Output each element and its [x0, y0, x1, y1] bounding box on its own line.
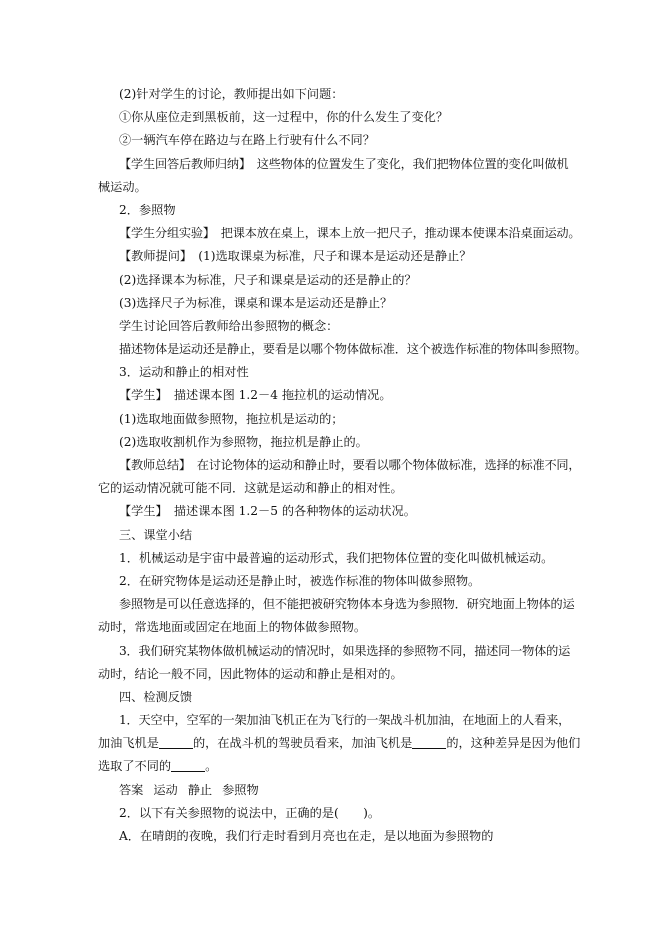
paragraph-line: 它的运动情况就可能不同．这就是运动和静止的相对性。: [98, 481, 403, 496]
question-line: [98, 732, 581, 755]
question-text: 。: [205, 759, 218, 774]
paragraph-line: 参照物是可以任意选择的，但不能把被研究物体本身选为参照物．研究地面上物体的运: [119, 597, 575, 612]
paragraph-line: 【学生分组实验】 把课本放在桌上，课本上放一把尺子，推动课本使课本沿桌面运动。: [119, 226, 581, 241]
paragraph-line: (3)选择尺子为标准，课桌和课本是运动还是静止？: [119, 295, 393, 310]
section-heading: 2．参照物: [119, 202, 176, 217]
option-line: A．在晴朗的夜晚，我们行走时看到月亮也在走，是以地面为参照物的: [119, 829, 494, 843]
paragraph-line: 动时，结论一般不同，因此物体的运动和静止是相对的。: [98, 666, 403, 681]
paragraph-line: 【学生回答后教师归纳】 这些物体的位置发生了变化，我们把物体位置的变化叫做机: [119, 156, 569, 171]
paragraph-line: 3．我们研究某物体做机械运动的情况时，如果选择的参照物不同，描述同一物体的运: [119, 643, 571, 658]
paragraph-line: 学生讨论回答后教师给出参照物的概念：: [119, 318, 339, 333]
section-heading: 3．运动和静止的相对性: [119, 365, 249, 380]
question-line: 2．以下有关参照物的说法中，正确的是( )。: [119, 805, 381, 820]
paragraph-line: 2．在研究物体是运动还是静止时，被选作标准的物体叫做参照物。: [119, 573, 481, 588]
question-line: 1．天空中，空军的一架加油飞机正在为飞行的一架战斗机加油，在地面上的人看来，: [119, 713, 571, 728]
paragraph-line: 械运动。: [98, 179, 147, 194]
paragraph-line: ②一辆汽车停在路边与在路上行驶有什么不同？: [119, 133, 375, 148]
paragraph-line: 描述物体是运动还是静止，要看是以哪个物体做标准．这个被选作标准的物体叫参照物。: [119, 342, 587, 357]
question-text: 的，这种差异是因为他们: [446, 736, 581, 751]
section-heading: 三、课堂小结: [119, 527, 193, 542]
paragraph-line: (1)选取地面做参照物，拖拉机是运动的；: [119, 411, 344, 426]
question-line: [98, 755, 566, 778]
question-text: 选取了不同的: [98, 759, 172, 774]
paragraph-line: (2)针对学生的讨论，教师提出如下问题：: [119, 87, 344, 101]
paragraph-line: 【教师总结】 在讨论物体的运动和静止时，要看以哪个物体做标准，选择的标准不同，: [119, 458, 581, 472]
answer-blank: [171, 758, 205, 772]
paragraph-line: 【学生】 描述课本图 1.2－5 的各种物体的运动状况。: [119, 504, 416, 519]
question-text: 加油飞机是: [98, 736, 159, 751]
answer-blank: [159, 735, 193, 749]
paragraph-line: (2)选取收割机作为参照物，拖拉机是静止的。: [119, 434, 368, 449]
answer-label: 答案: [119, 782, 144, 797]
paragraph-line: 【学生】 描述课本图 1.2－4 拖拉机的运动情况。: [119, 388, 392, 403]
section-heading: 四、检测反馈: [119, 689, 193, 704]
paragraph-line: 【教师提问】 (1)选取课桌为标准，尺子和课本是运动还是静止？: [119, 249, 472, 264]
paragraph-line: 动时，常选地面或固定在地面上的物体做参照物。: [98, 620, 367, 635]
answer-value: 运动: [153, 782, 178, 797]
question-text: 的，在战斗机的驾驶员看来，加油飞机是: [192, 736, 413, 751]
document-body: [98, 83, 587, 848]
answer-value: 静止: [187, 782, 213, 797]
answer-line: [98, 779, 566, 802]
paragraph-line: ①你从座位走到黑板前，这一过程中，你的什么发生了变化？: [119, 110, 449, 125]
answer-blank: [412, 735, 446, 749]
paragraph-line: (2)选择课本为标准，尺子和课桌是运动的还是静止的？: [119, 272, 417, 287]
paragraph-line: 1．机械运动是宇宙中最普遍的运动形式，我们把物体位置的变化叫做机械运动。: [119, 550, 554, 565]
answer-value: 参照物: [222, 782, 259, 797]
